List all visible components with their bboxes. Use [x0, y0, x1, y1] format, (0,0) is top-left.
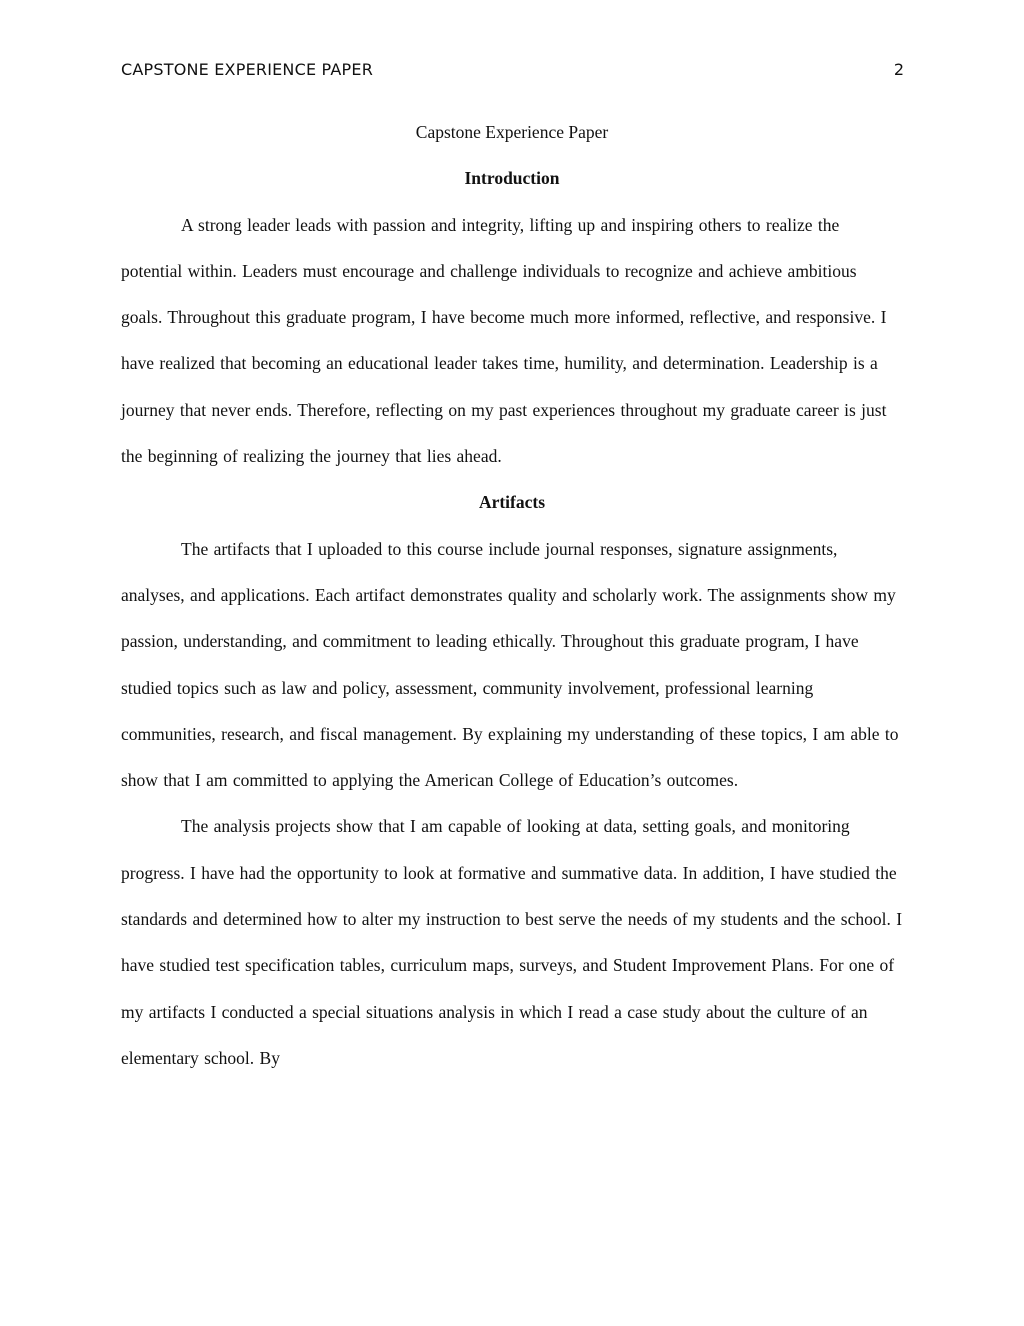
introduction-paragraph: A strong leader leads with passion and integrity, lifting up and inspiring others to realize the potential within. Leaders must encourage and challenge individuals to recognize and achieve ambitious goals. Throughout this graduate program, I have become much more informed, reflective, and responsive. I have realized that becoming an educational leader takes time, humility, and determination. Leadership is a journey that never ends. Therefore, reflecting on my past experiences throughout my graduate career is just the beginning of realizing the journey that lies ahead.	[121, 214, 887, 467]
page-number: 2	[893, 60, 904, 79]
document-body	[121, 109, 903, 1081]
section-heading-artifacts: Artifacts	[478, 492, 546, 513]
document-title: Capstone Experience Paper	[415, 122, 609, 142]
artifacts-paragraph-1: The artifacts that I uploaded to this course include journal responses, signature assignments, analyses, and applications. Each artifact demonstrates quality and scholarly work. The assignments show my passion, understanding, and commitment to leading ethically. Throughout this graduate program, I have studied topics such as law and policy, assessment, community involvement, professional learning communities, research, and fiscal management. By explaining my understanding of these topics, I am able to show that I am committed to applying the American College of Education’s outcomes.	[121, 538, 899, 791]
running-head: CAPSTONE EXPERIENCE PAPER	[121, 60, 374, 79]
section-heading-introduction: Introduction	[464, 168, 560, 189]
artifacts-paragraph-2: The analysis projects show that I am capable of looking at data, setting goals, and monitoring progress. I have had the opportunity to look at formative and summative data. In addition, I have studied the standards and determined how to alter my instruction to best serve the needs of my students and the school. I have studied test specification tables, curriculum maps, surveys, and Student Improvement Plans. For one of my artifacts I conducted a special situations analysis in which I read a case study about the culture of an elementary school. By	[121, 816, 903, 1068]
